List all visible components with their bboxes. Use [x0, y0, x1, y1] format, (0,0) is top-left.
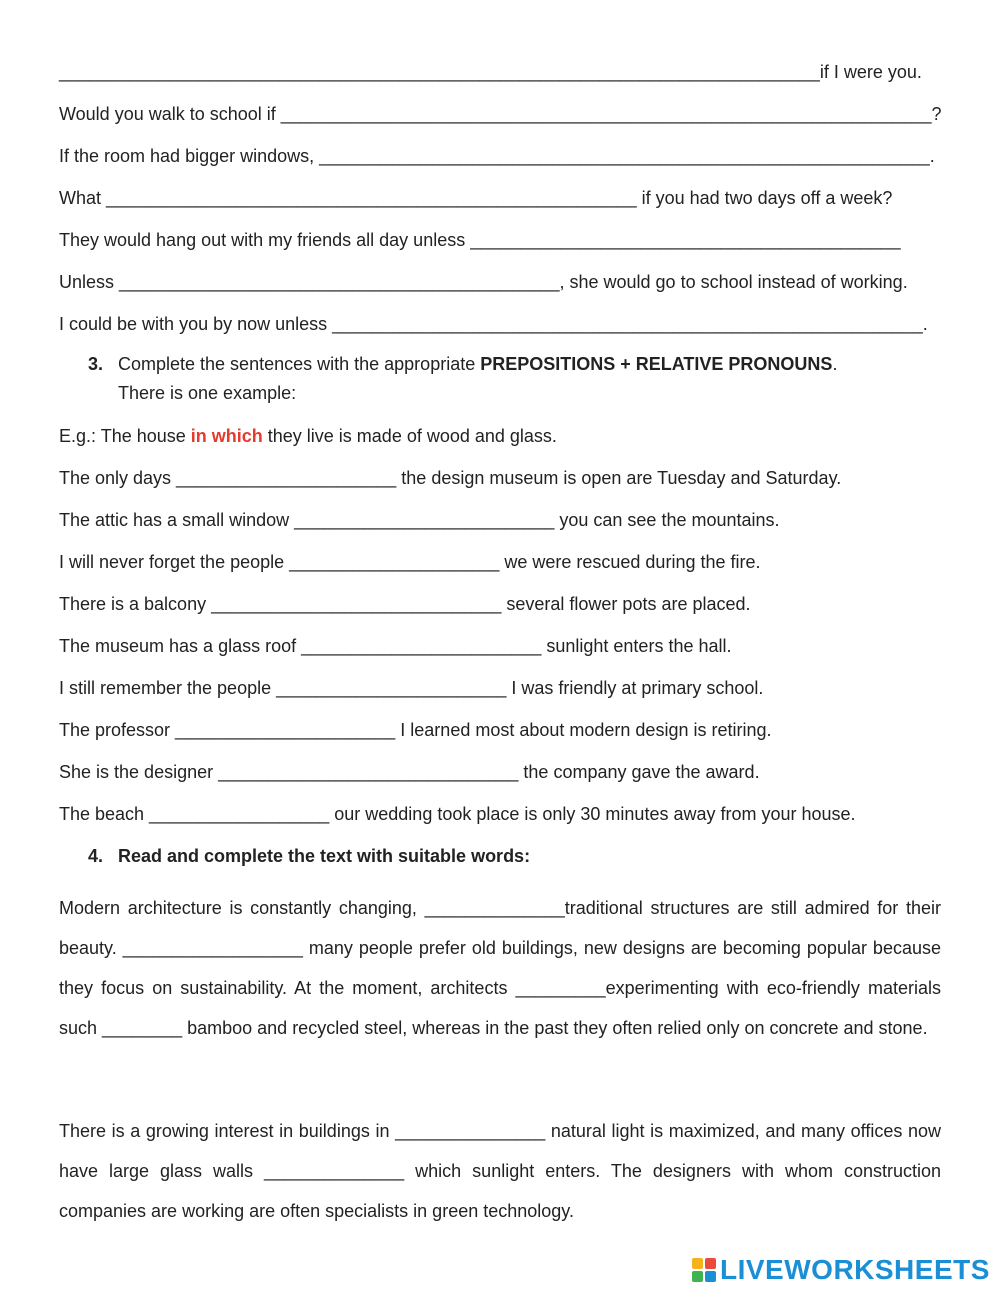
conditional-sentence-5: They would hang out with my friends all day unless ___________________________________________ [59, 230, 901, 250]
section-4-heading [88, 842, 938, 871]
logo-mark-icon [692, 1258, 716, 1282]
section-3-number: 3. [88, 354, 104, 374]
relative-sentence-5: The museum has a glass roof ________________________ sunlight enters the hall. [59, 636, 732, 656]
logo-text: LIVEWORKSHEETS [720, 1254, 990, 1285]
conditional-sentence-2: Would you walk to school if _________________________________________________________________? [59, 104, 942, 124]
conditional-sentence-7: I could be with you by now unless ___________________________________________________________. [59, 314, 928, 334]
reading-paragraph-1: Modern architecture is constantly changing, ______________traditional structures are still admired for their beauty. __________________ many people prefer old buildings, new designs are becoming popular because they focus on sustainability. At the moment, architects _________experimenting with eco-friendly materials such ________ bamboo and recycled steel, whereas in the past they often relied only on concrete and stone. [59, 898, 941, 1038]
section-3-instruction: Complete the sentences with the appropriate [118, 354, 481, 374]
conditional-sentence-6: Unless ____________________________________________, she would go to school instead of working. [59, 272, 908, 292]
relative-sentence-9: The beach __________________ our wedding took place is only 30 minutes away from your house. [59, 804, 856, 824]
section-4-instruction: Read and complete the text with suitable words: [118, 846, 531, 866]
section-4-number: 4. [88, 846, 104, 866]
relative-sentence-7: The professor ______________________ I learned most about modern design is retiring. [59, 720, 772, 740]
relative-sentence-6: I still remember the people _______________________ I was friendly at primary school. [59, 678, 764, 698]
section-3-instruction-continuation: There is one example: [118, 383, 297, 403]
example-prefix: E.g.: The house [59, 426, 191, 446]
section-3-heading [88, 350, 938, 408]
conditional-sentence-4: What _____________________________________________________ if you had two days off a week? [59, 188, 893, 208]
relative-sentence-3: I will never forget the people _____________________ we were rescued during the fire. [59, 552, 761, 572]
section-3-example [59, 425, 941, 447]
example-answer: in which [190, 426, 263, 446]
reading-paragraph-2: There is a growing interest in buildings in _______________ natural light is maximized, and many offices now have large glass walls ______________ which sunlight enters. The designers with whom construction companies are working are often specialists in green technology. [59, 1121, 941, 1221]
relative-sentence-4: There is a balcony _____________________________ several flower pots are placed. [59, 594, 751, 614]
section-3-instruction-bold: PREPOSITIONS + RELATIVE PRONOUNS [480, 354, 833, 374]
relative-sentence-1: The only days ______________________ the design museum is open are Tuesday and Saturday. [59, 468, 842, 488]
relative-sentence-2: The attic has a small window __________________________ you can see the mountains. [59, 510, 780, 530]
liveworksheets-logo [692, 1256, 990, 1284]
example-suffix: they live is made of wood and glass. [262, 426, 557, 446]
section-3-instruction-suffix: . [832, 354, 838, 374]
conditional-sentence-3: If the room had bigger windows, _____________________________________________________________. [59, 146, 935, 166]
conditional-sentence-1: ____________________________________________________________________________if I were you. [59, 62, 922, 82]
relative-sentence-8: She is the designer ______________________________ the company gave the award. [59, 762, 760, 782]
